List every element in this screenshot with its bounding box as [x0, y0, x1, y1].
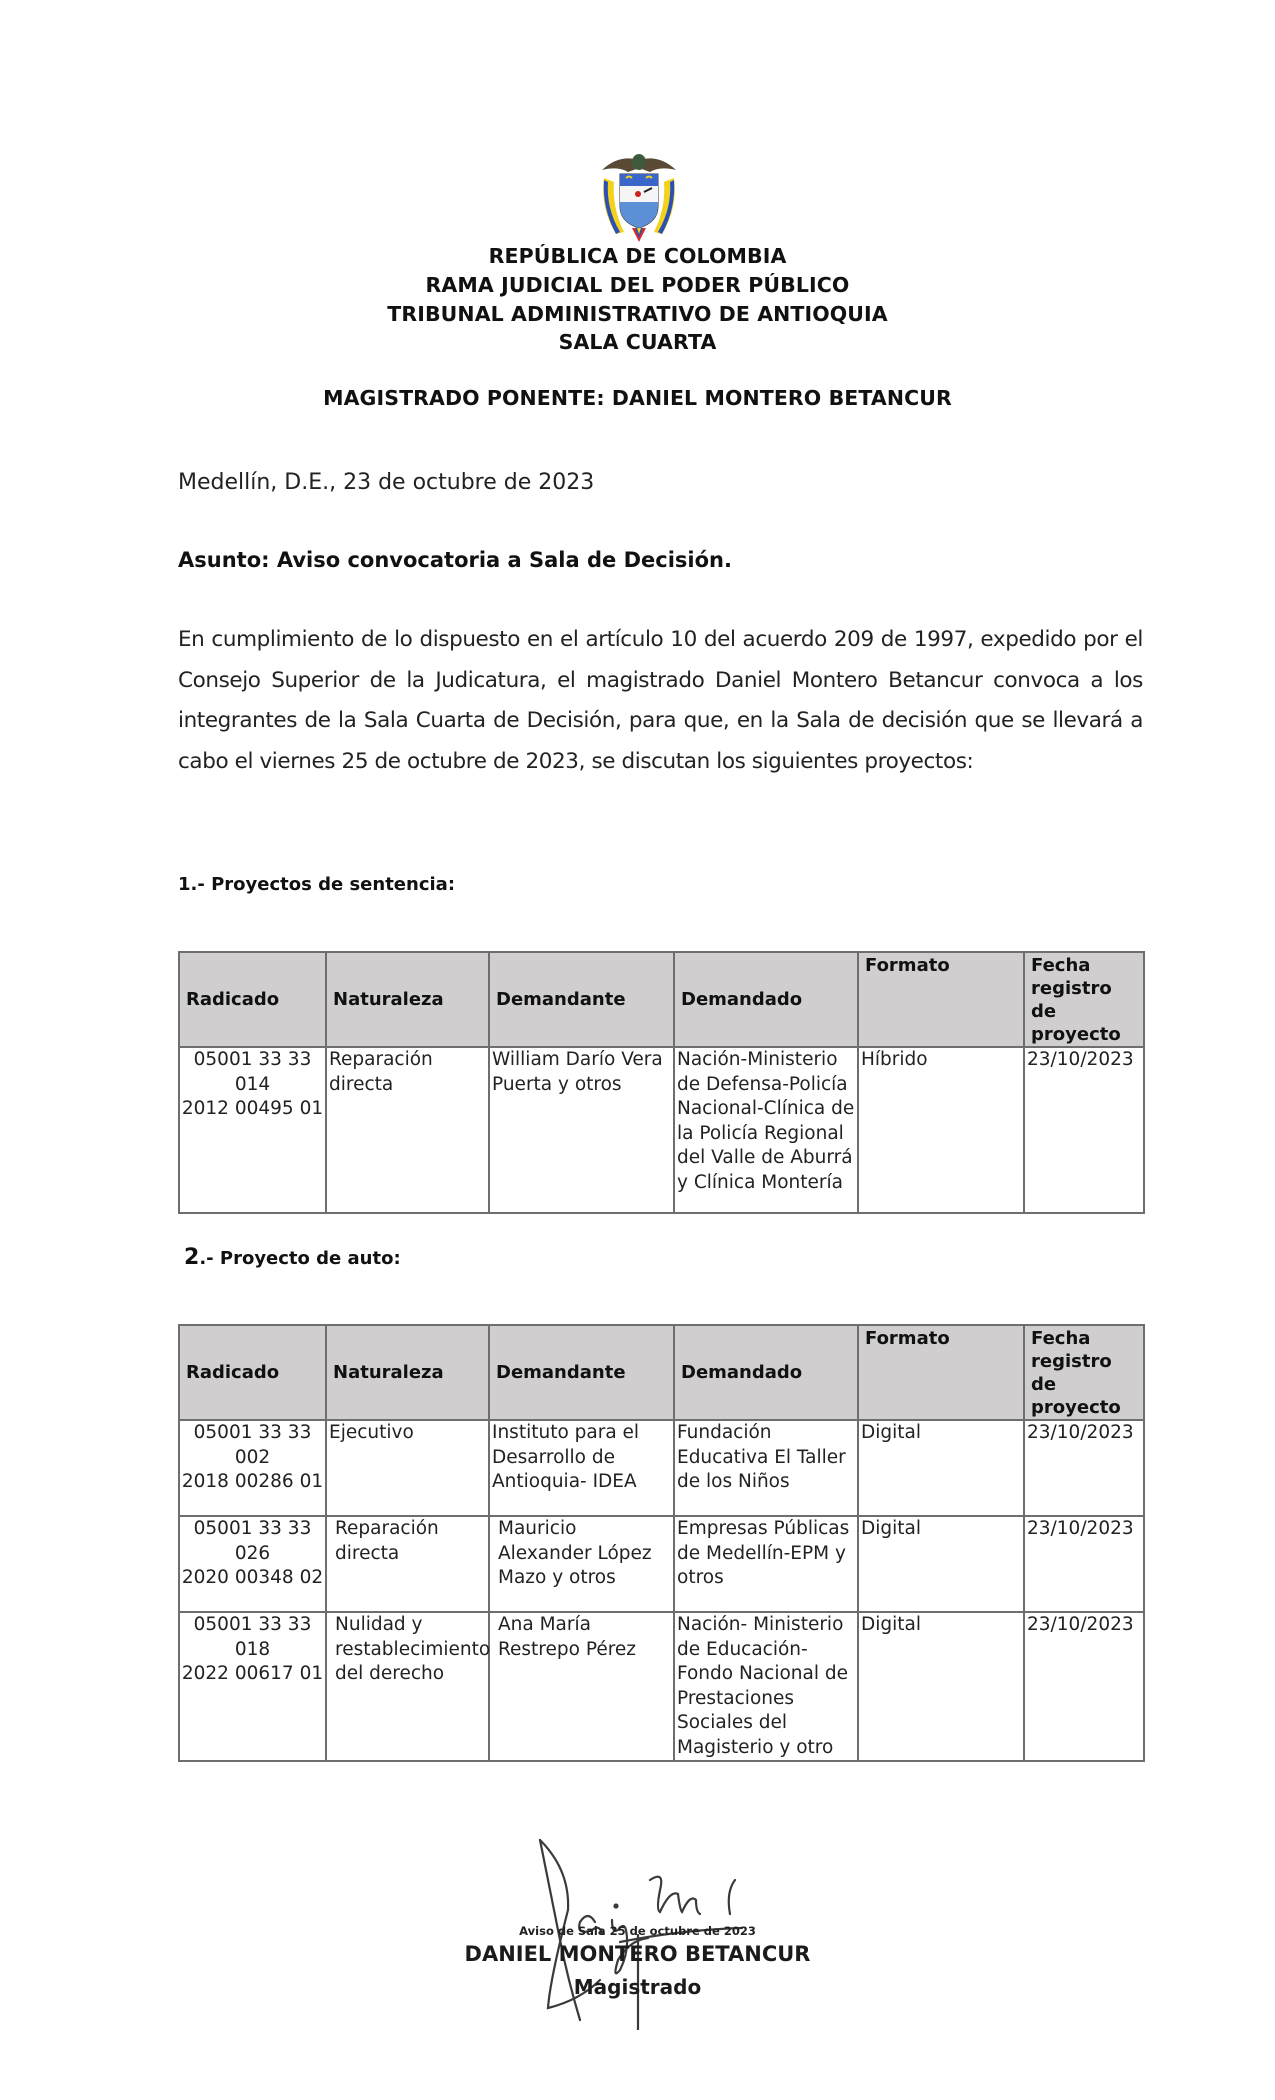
cell-demandante: Mauricio Alexander López Mazo y otros	[489, 1516, 674, 1612]
section-heading-sentencia	[178, 874, 455, 895]
cell-demandante: Instituto para el Desarrollo de Antioquia- IDEA	[489, 1420, 674, 1516]
cell-radicado	[179, 1420, 326, 1516]
cell-radicado	[179, 1047, 326, 1213]
radicado-line-1: 05001 33 33 002	[193, 1422, 312, 1468]
asunto-label: Asunto	[178, 548, 262, 572]
radicado-line-2: 2018 00286 01	[181, 1471, 324, 1492]
cell-demandado: Nación- Ministerio de Educación-Fondo Nacional de Prestaciones Sociales del Magisterio y otro	[674, 1612, 858, 1761]
section-title: - Proyectos de sentencia:	[197, 874, 456, 895]
table-row	[179, 1047, 1144, 1213]
radicado-line-2: 2020 00348 02	[181, 1567, 324, 1588]
column-header-naturaleza: Naturaleza	[326, 1325, 489, 1420]
cell-demandado: Empresas Públicas de Medellín-EPM y otros	[674, 1516, 858, 1612]
table-proyectos-sentencia	[178, 951, 1145, 1214]
table-row	[179, 1420, 1144, 1516]
header-sala: SALA CUARTA	[558, 330, 717, 354]
column-header-demandado: Demandado	[674, 952, 858, 1047]
cell-naturaleza: Nulidad y restablecimiento del derecho	[326, 1612, 489, 1761]
cell-fecha: 23/10/2023	[1024, 1516, 1144, 1612]
cell-radicado	[179, 1516, 326, 1612]
column-header-demandado: Demandado	[674, 1325, 858, 1420]
cell-fecha: 23/10/2023	[1024, 1420, 1144, 1516]
radicado-line-1: 05001 33 33 018	[193, 1614, 312, 1660]
signer-title: Magistrado	[573, 1975, 702, 1999]
signer-name: DANIEL MONTERO BETANCUR	[464, 1942, 811, 1966]
radicado-line-1: 05001 33 33 014	[193, 1049, 312, 1095]
cell-demandado: Nación-Ministerio de Defensa-Policía Nacional-Clínica de la Policía Regional del Valle de Aburrá y Clínica Montería	[674, 1047, 858, 1213]
table-proyecto-auto	[178, 1324, 1145, 1762]
column-header-demandante: Demandante	[489, 1325, 674, 1420]
section-title: .- Proyecto de auto:	[199, 1248, 401, 1269]
header-rama-judicial: RAMA JUDICIAL DEL PODER PÚBLICO	[425, 273, 850, 297]
cell-naturaleza: Reparación directa	[326, 1516, 489, 1612]
header-tribunal: TRIBUNAL ADMINISTRATIVO DE ANTIOQUIA	[387, 302, 888, 326]
column-header-fecha: Fecha registro de proyecto	[1024, 1325, 1144, 1420]
document-date: Medellín, D.E., 23 de octubre de 2023	[178, 470, 595, 495]
magistrado-ponente: MAGISTRADO PONENTE: DANIEL MONTERO BETANCUR	[323, 386, 952, 410]
radicado-line-2: 2022 00617 01	[181, 1663, 324, 1684]
table-row	[179, 1612, 1144, 1761]
colombia-coat-of-arms-icon	[594, 148, 684, 244]
body-paragraph: En cumplimiento de lo dispuesto en el artículo 10 del acuerdo 209 de 1997, expedido por el Consejo Superior de la Judicatura, el magistrado Daniel Montero Betancur convoca a los integrantes de la Sala Cuarta de Decisión, para que, en la Sala de decisión que se llevará a cabo el viernes 25 de octubre de 2023, se discutan los siguientes proyectos:	[178, 627, 1143, 774]
cell-radicado	[179, 1612, 326, 1761]
asunto-text: : Aviso convocatoria a Sala de Decisión.	[261, 548, 732, 572]
column-header-formato: Formato	[858, 1325, 1024, 1420]
cell-naturaleza: Reparación directa	[326, 1047, 489, 1213]
cell-naturaleza: Ejecutivo	[326, 1420, 489, 1516]
cell-formato: Digital	[858, 1516, 1024, 1612]
column-header-radicado: Radicado	[179, 952, 326, 1047]
header-republica: REPÚBLICA DE COLOMBIA	[488, 244, 787, 268]
section-number: 2	[184, 1245, 200, 1270]
cell-formato: Digital	[858, 1420, 1024, 1516]
table-header-row	[179, 1325, 1144, 1420]
radicado-line-2: 2012 00495 01	[181, 1098, 324, 1119]
signature-note: Aviso de Sala 25 de octubre de 2023	[519, 1924, 756, 1938]
section-heading-auto	[184, 1245, 401, 1270]
column-header-formato: Formato	[858, 952, 1024, 1047]
column-header-demandante: Demandante	[489, 952, 674, 1047]
radicado-line-1: 05001 33 33 026	[193, 1518, 312, 1564]
section-number: 1.	[178, 874, 198, 895]
cell-demandante: William Darío Vera Puerta y otros	[489, 1047, 674, 1213]
cell-fecha: 23/10/2023	[1024, 1047, 1144, 1213]
table-header-row	[179, 952, 1144, 1047]
column-header-naturaleza: Naturaleza	[326, 952, 489, 1047]
cell-fecha: 23/10/2023	[1024, 1612, 1144, 1761]
cell-formato: Híbrido	[858, 1047, 1024, 1213]
asunto-line	[178, 548, 732, 572]
column-header-radicado: Radicado	[179, 1325, 326, 1420]
cell-demandado: Fundación Educativa El Taller de los Niños	[674, 1420, 858, 1516]
cell-demandante: Ana María Restrepo Pérez	[489, 1612, 674, 1761]
column-header-fecha: Fecha registro de proyecto	[1024, 952, 1144, 1047]
table-row	[179, 1516, 1144, 1612]
cell-formato: Digital	[858, 1612, 1024, 1761]
